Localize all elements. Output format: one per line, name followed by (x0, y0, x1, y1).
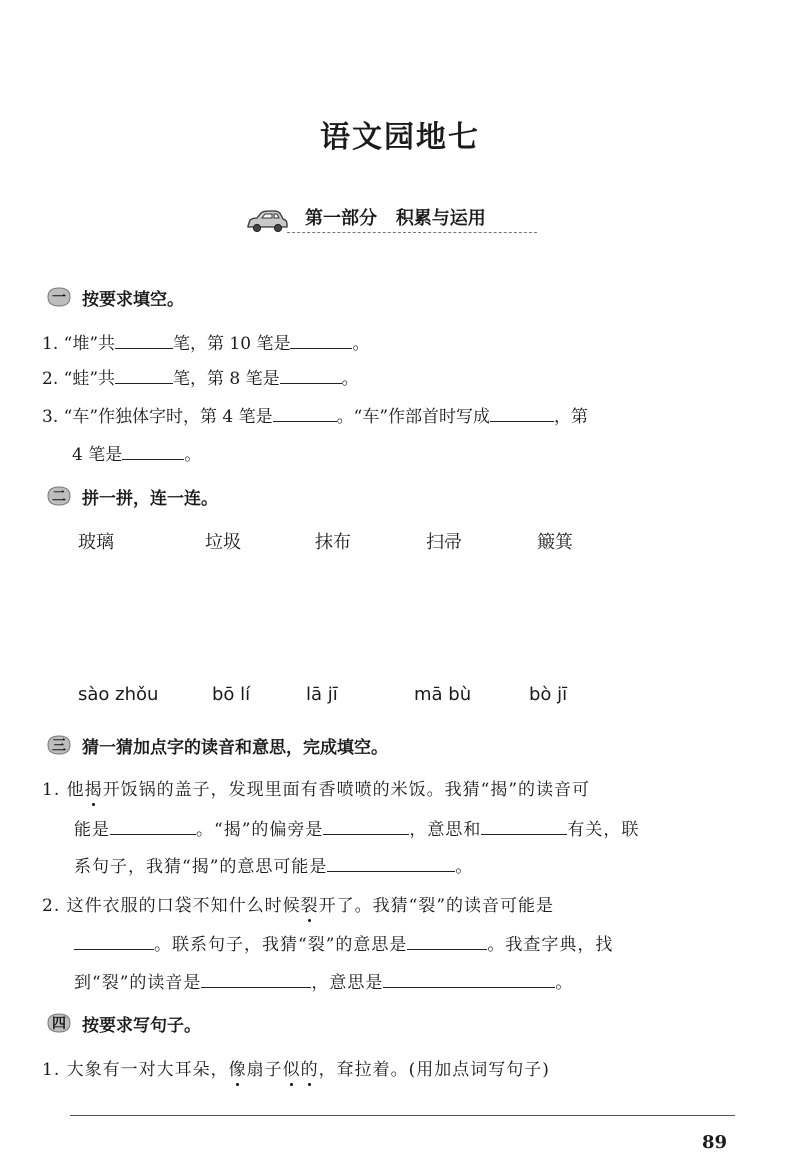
answer-blank[interactable] (280, 365, 342, 384)
answer-blank[interactable] (290, 330, 352, 349)
section-number-badge: 三 (46, 734, 72, 756)
match-pinyin[interactable]: mā bù (414, 684, 472, 705)
match-pinyin[interactable]: bō lí (212, 684, 251, 705)
question-3-2-line3: 到“裂”的读音是 ，意思是 。 (74, 968, 573, 993)
answer-blank[interactable] (407, 931, 487, 950)
section-number-badge: 四 (46, 1012, 72, 1034)
page-number: 89 (702, 1132, 728, 1153)
section-number-badge: 一 (46, 286, 72, 308)
question-3-1-line2: 能是 。“揭”的偏旁是 ，意思和 有关，联 (74, 815, 639, 840)
question-1-3: 3. “车”作独体字时，第 4 笔是 。“车”作部首时写成 ，第 (42, 402, 588, 427)
match-word[interactable]: 垃圾 (205, 532, 241, 553)
question-1-1: 1. “堆”共 笔，第 10 笔是 。 (42, 329, 369, 354)
part-header (245, 200, 545, 244)
question-3-1-line3: 系句子，我猜“揭”的意思可能是 。 (74, 852, 473, 877)
answer-blank[interactable] (481, 816, 567, 835)
answer-blank[interactable] (273, 403, 337, 422)
question-3-2-line2: 。联系句子，我猜“裂”的意思是 。我查字典，找 (74, 930, 613, 955)
answer-blank[interactable] (115, 365, 173, 384)
match-word[interactable]: 簸箕 (537, 532, 573, 553)
answer-blank[interactable] (323, 816, 409, 835)
part-dash-divider (287, 232, 537, 233)
answer-blank[interactable] (383, 969, 555, 988)
match-word[interactable]: 扫帚 (426, 532, 462, 553)
match-pinyin[interactable]: lā jī (306, 684, 338, 705)
section-title: 按要求填空。 (82, 290, 184, 310)
answer-blank[interactable] (327, 853, 455, 872)
question-4-1: 1. 大象有一对大耳朵，像扇子似的，耷拉着。(用加点词写句子) (42, 1055, 550, 1080)
car-icon (245, 210, 289, 238)
section-title: 按要求写句子。 (82, 1016, 201, 1036)
answer-blank[interactable] (110, 816, 196, 835)
answer-blank[interactable] (115, 330, 173, 349)
answer-blank[interactable] (122, 441, 184, 460)
match-pinyin[interactable]: bò jī (529, 684, 568, 705)
part-title: 第一部分 积累与运用 (305, 208, 486, 229)
question-3-1: 1. 他揭开饭锅的盖子，发现里面有香喷喷的米饭。我猜“揭”的读音可 (42, 775, 590, 800)
question-1-3-cont: 4 笔是 。 (72, 440, 201, 465)
section-title: 猜一猜加点字的读音和意思，完成填空。 (82, 738, 388, 758)
section-title: 拼一拼，连一连。 (82, 489, 218, 509)
answer-blank[interactable] (74, 931, 154, 950)
match-word[interactable]: 玻璃 (78, 532, 114, 553)
match-word[interactable]: 抹布 (315, 532, 351, 553)
question-3-2: 2. 这件衣服的口袋不知什么时候裂开了。我猜“裂”的读音可能是 (42, 891, 554, 916)
question-1-2: 2. “蛙”共 笔，第 8 笔是 。 (42, 364, 359, 389)
answer-blank[interactable] (490, 403, 554, 422)
section-number-badge: 二 (46, 485, 72, 507)
match-pinyin[interactable]: sào zhǒu (78, 684, 159, 705)
answer-blank[interactable] (201, 969, 311, 988)
footer-rule (70, 1115, 735, 1116)
page-title: 语文园地七 (320, 120, 480, 155)
